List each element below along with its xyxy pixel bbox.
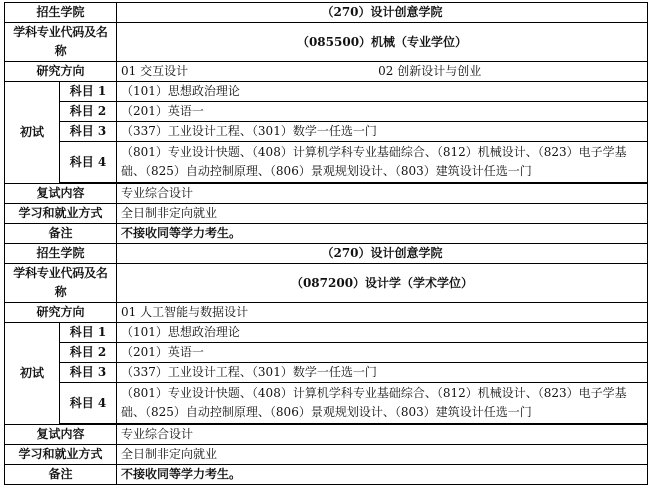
- subject-value: （201）英语一: [117, 343, 648, 363]
- major-value: （085500）机械（专业学位）: [117, 23, 648, 62]
- subject-value: （201）英语一: [117, 102, 648, 122]
- note-row: [5, 465, 648, 485]
- subject-label: 科目 1: [60, 82, 117, 102]
- note-label: 备注: [5, 465, 117, 485]
- exam-label: 初试: [5, 82, 60, 184]
- note-row: [5, 224, 648, 244]
- subject-value: （337）工业设计工程、（301）数学一任选一门: [117, 363, 648, 383]
- subject-value: （801）专业设计快题、（408）计算机学科专业基础综合、（812）机械设计、（823）电子学基础、（825）自动控制原理、（806）景观规划设计、（803）建筑设计任选一门: [117, 383, 648, 424]
- note-value: 不接收同等学力考生。: [117, 224, 648, 244]
- retest-value: 专业综合设计: [117, 184, 648, 204]
- subject-row: [5, 343, 648, 363]
- direction-label: 研究方向: [5, 303, 117, 323]
- subject-label: 科目 1: [60, 323, 117, 343]
- college-label: 招生学院: [5, 3, 117, 23]
- subject-value: （101）思想政治理论: [117, 323, 648, 343]
- major-value: （087200）设计学（学术学位）: [117, 264, 648, 303]
- subject-row: [5, 142, 648, 183]
- note-value: 不接收同等学力考生。: [117, 465, 648, 485]
- direction-label: 研究方向: [5, 62, 117, 82]
- mode-value: 全日制非定向就业: [117, 204, 648, 224]
- subject-label: 科目 2: [60, 102, 117, 122]
- subject-value: （337）工业设计工程、（301）数学一任选一门: [117, 122, 648, 142]
- mode-label: 学习和就业方式: [5, 204, 117, 224]
- major-row: [5, 264, 648, 303]
- direction-item: 01 人工智能与数据设计: [121, 305, 249, 319]
- major-row: [5, 23, 648, 62]
- subject-label: 科目 2: [60, 343, 117, 363]
- mode-row: [5, 204, 648, 224]
- retest-label: 复试内容: [5, 425, 117, 445]
- direction-item: 02 创新设计与创业: [378, 64, 482, 78]
- major-label: 学科专业代码及名称: [5, 264, 117, 303]
- admission-table: [4, 2, 648, 485]
- subject-row: [5, 82, 648, 102]
- subject-row: [5, 102, 648, 122]
- note-label: 备注: [5, 224, 117, 244]
- college-value: （270）设计创意学院: [117, 3, 648, 23]
- subject-row: [5, 323, 648, 343]
- direction-values: [117, 303, 648, 323]
- exam-label: 初试: [5, 323, 60, 425]
- college-row: [5, 244, 648, 264]
- subject-label: 科目 3: [60, 363, 117, 383]
- subject-label: 科目 3: [60, 122, 117, 142]
- subject-row: [5, 363, 648, 383]
- direction-row: [5, 62, 648, 82]
- mode-row: [5, 445, 648, 465]
- subject-value: （101）思想政治理论: [117, 82, 648, 102]
- retest-row: [5, 425, 648, 445]
- college-label: 招生学院: [5, 244, 117, 264]
- direction-values: [117, 62, 648, 82]
- direction-item: 01 交互设计: [121, 64, 189, 78]
- mode-label: 学习和就业方式: [5, 445, 117, 465]
- subject-label: 科目 4: [60, 383, 117, 424]
- retest-row: [5, 184, 648, 204]
- subject-row: [5, 383, 648, 424]
- mode-value: 全日制非定向就业: [117, 445, 648, 465]
- subject-label: 科目 4: [60, 142, 117, 183]
- college-value: （270）设计创意学院: [117, 244, 648, 264]
- major-label: 学科专业代码及名称: [5, 23, 117, 62]
- retest-label: 复试内容: [5, 184, 117, 204]
- retest-value: 专业综合设计: [117, 425, 648, 445]
- direction-row: [5, 303, 648, 323]
- college-row: [5, 3, 648, 23]
- subject-value: （801）专业设计快题、（408）计算机学科专业基础综合、（812）机械设计、（823）电子学基础、（825）自动控制原理、（806）景观规划设计、（803）建筑设计任选一门: [117, 142, 648, 183]
- subject-row: [5, 122, 648, 142]
